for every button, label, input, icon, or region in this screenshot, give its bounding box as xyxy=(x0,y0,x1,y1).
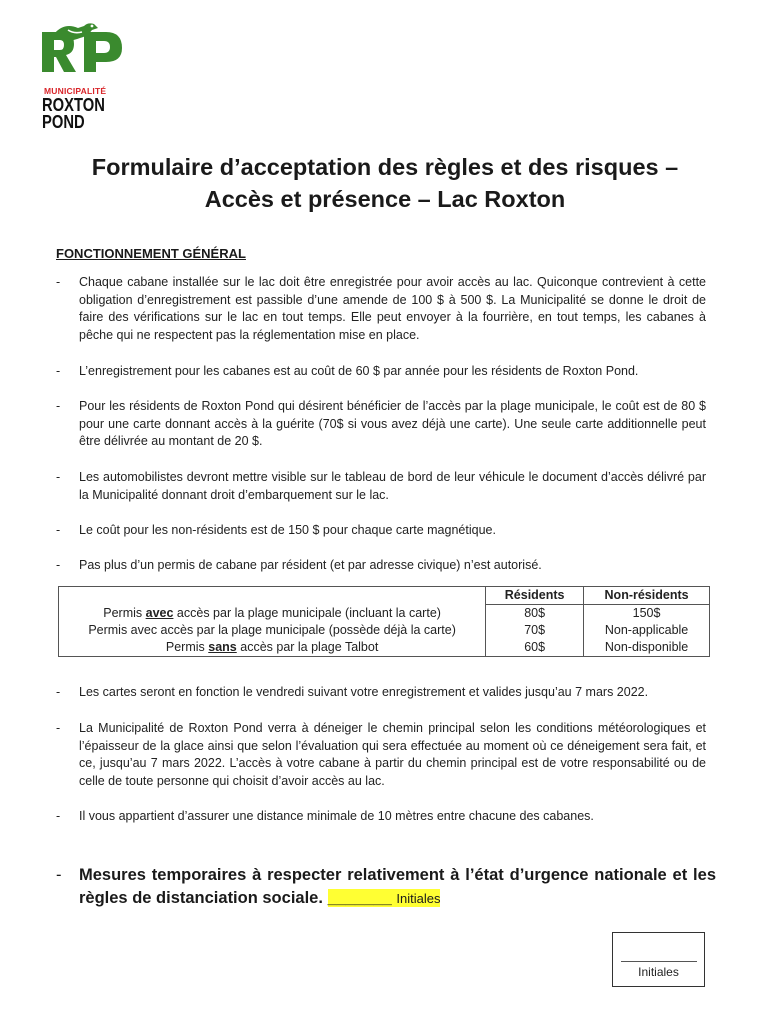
table-row xyxy=(59,639,710,657)
list-bullet: - xyxy=(56,685,61,699)
list-item-text: Il vous appartient d’assurer une distance minimale de 10 mètres entre chacune des cabanes. xyxy=(79,809,594,823)
list-item xyxy=(56,274,706,344)
list-item-text: Les automobilistes devront mettre visible sur le tableau de bord de leur véhicule le document d’accès délivré par la Municipalité donnant droit d’embarquement sur le lac. xyxy=(79,470,706,502)
initials-field-highlight[interactable] xyxy=(328,889,441,907)
measures-text xyxy=(79,864,716,910)
bird-logo-icon xyxy=(40,20,130,90)
initials-blank-line[interactable]: _______ xyxy=(327,889,392,907)
rates-table xyxy=(58,586,710,657)
municipality-logo xyxy=(40,20,130,132)
list-item xyxy=(56,398,706,451)
logo-town-line1: ROXTON xyxy=(42,95,105,115)
list-bullet: - xyxy=(56,523,61,537)
table-header-row xyxy=(59,587,710,605)
list-item xyxy=(56,808,706,826)
list-bullet: - xyxy=(56,364,61,378)
list-item xyxy=(56,469,706,504)
table-cell-non-residents: 150$ xyxy=(584,605,710,623)
list-item-text: Pour les résidents de Roxton Pond qui désirent bénéficier de l’accès par la plage municipale, le coût est de 80 $ pour une carte donnant accès à la guérite (70$ si vous avez déjà une carte). Une seule carte additionnelle peut être délivrée au montant de 20 $. xyxy=(79,399,706,448)
list-item xyxy=(56,557,706,575)
table-header-non-residents: Non-résidents xyxy=(584,587,710,605)
table-row xyxy=(59,605,710,623)
list-bullet: - xyxy=(56,809,61,823)
row-label-pre: Permis xyxy=(103,605,146,620)
list-bullet: - xyxy=(56,399,61,413)
list-item-text: Pas plus d’un permis de cabane par résident (et par adresse civique) n’est autorisé. xyxy=(79,558,542,572)
measures-label: Mesures temporaires à respecter relativement à l’état d’urgence nationale et les règles de distanciation sociale. xyxy=(79,866,716,907)
list-item xyxy=(56,720,706,790)
list-item xyxy=(56,522,706,540)
list-item-text: La Municipalité de Roxton Pond verra à déneiger le chemin principal selon les conditions météorologiques et l’épaisseur de la glace ainsi que selon l’évaluation qui sera effectuée au moment où ce déneigement sera fait, et ce, jusqu’au 7 mars 2022. L’accès à votre cabane à partir du chemin principal est de votre responsabilité ou de celle de toute personne qui choisit d’avoir accès au lac. xyxy=(79,721,706,788)
initials-box[interactable] xyxy=(612,932,705,987)
list-item-text: Les cartes seront en fonction le vendredi suivant votre enregistrement et valides jusqu’au 7 mars 2022. xyxy=(79,685,649,699)
list-bullet: - xyxy=(56,558,61,572)
row-label-post: accès par la plage Talbot xyxy=(236,640,379,654)
table-cell-non-residents: Non-disponible xyxy=(584,639,710,657)
list-item-text: Chaque cabane installée sur le lac doit être enregistrée pour avoir accès au lac. Quiconque contrevient à cette obligation d’enregistrement est passible d’une amende de 100 $ à 500 $. La Municipalité se donne le droit de faire des vérifications sur le lac en tout temps. Elle peut envoyer à la fourrière, en tout temps, les cabanes à pêche qui ne respectent pas la réglementation mise en place. xyxy=(79,275,706,342)
list-item xyxy=(56,363,706,381)
row-label-emphasis: avec xyxy=(145,605,174,620)
list-bullet: - xyxy=(56,866,62,884)
table-header-blank xyxy=(59,587,486,605)
logo-town-line2: POND xyxy=(42,112,85,132)
list-item xyxy=(56,684,706,702)
title-line1: Formulaire d’acceptation des règles et des risques – xyxy=(91,154,679,180)
initials-box-label: Initiales xyxy=(638,965,679,979)
list-item-text: L’enregistrement pour les cabanes est au coût de 60 $ par année pour les résidents de Roxton Pond. xyxy=(79,364,639,378)
table-row-label xyxy=(59,605,486,623)
row-label-pre: Permis xyxy=(165,640,209,654)
table-cell-residents: 60$ xyxy=(486,639,584,657)
list-item-text: Le coût pour les non-résidents est de 150 $ pour chaque carte magnétique. xyxy=(79,523,496,537)
table-cell-non-residents: Non-applicable xyxy=(584,622,710,639)
list-bullet: - xyxy=(56,721,61,735)
row-label-post: accès par la plage municipale (incluant la carte) xyxy=(173,605,441,620)
document-title xyxy=(0,151,770,215)
table-cell-residents: 80$ xyxy=(486,605,584,623)
table-row xyxy=(59,622,710,639)
section-heading: FONCTIONNEMENT GÉNÉRAL xyxy=(56,246,246,261)
table-cell-residents: 70$ xyxy=(486,622,584,639)
measures-item xyxy=(56,864,716,910)
initials-signature-line xyxy=(621,961,697,962)
table-header-residents: Résidents xyxy=(486,587,584,605)
list-bullet: - xyxy=(56,275,61,289)
title-line2: Accès et présence – Lac Roxton xyxy=(204,186,566,212)
logo-town-name xyxy=(42,97,108,131)
row-label-pre: Permis avec accès par la plage municipale (possède déjà la carte) xyxy=(88,623,456,637)
logo-municipality-label: MUNICIPALITÉ xyxy=(44,86,107,96)
list-bullet: - xyxy=(56,470,61,484)
table-row-label xyxy=(59,639,486,657)
table-row-label xyxy=(59,622,486,639)
row-label-emphasis: sans xyxy=(208,640,237,654)
initials-label: Initiales xyxy=(396,891,441,906)
